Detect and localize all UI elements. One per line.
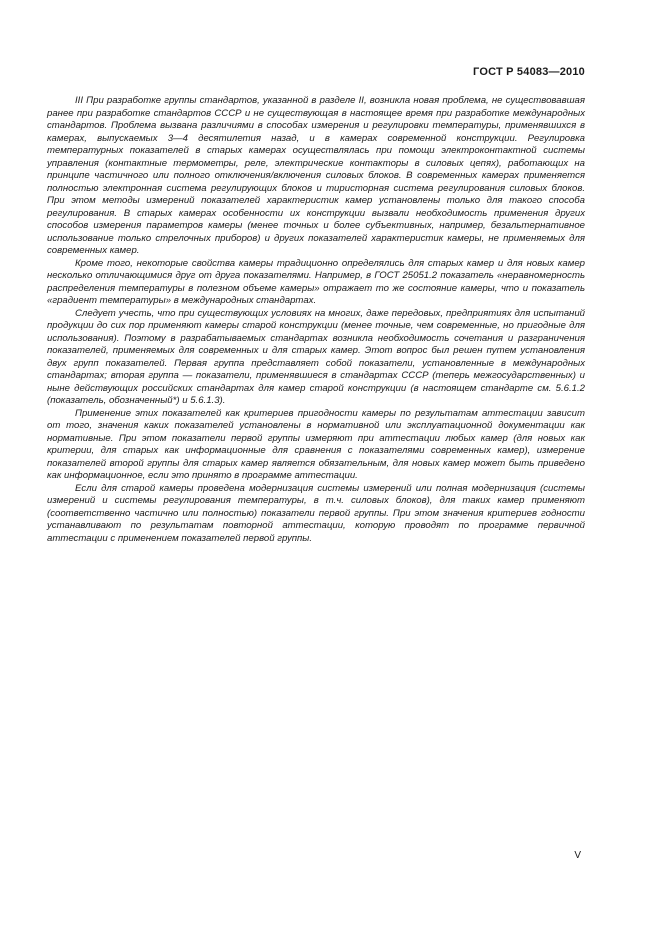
- paragraph-1: III При разработке группы стандартов, указанной в разделе II, возникла новая проблема, не существовавшая ранее при разработке стандартов СССР и не существующая в настоящее время при разработке международных стандартов. Проблема вызвана различиями в способах измерения и регулировки температуры, применявшихся в камерах, выпускаемых 3—4 десятилетия назад, и в камерах современной конструкции. Регулировка температурных показателей в старых камерах осуществлялась при помощи электроконтактной системы управления (контактные термометры, реле, электрические контакторы в силовых цепях), работающих на принципе частичного или полного отключения/включения силовых блоков. В современных камерах применяется полностью электронная система регулирующих блоков и тиристорная система регулирования силовых блоков. При этом методы измерений показателей характеристик камер установлены только для такого способа регулирования. В старых камерах особенности их конструкции вызвали необходимость применения других способов измерения параметров камеры (менее точных и более субъективных, например, безальтернативное использование только стрелочных приборов) и других показателей характеристик камеры, не применяемых для современных камер.: [47, 95, 585, 256]
- paragraph-2: Кроме того, некоторые свойства камеры традиционно определялись для старых камер и для новых камер несколько отличающимися друг от друга показателями. Например, в ГОСТ 25051.2 показатель «неравномерность распределения температуры в полезном объеме камеры» отражает то же состояние камеры, что и показатель «градиент температуры» в международных стандартах.: [47, 257, 585, 306]
- paragraph-4: Применение этих показателей как критериев пригодности камеры по результатам аттестации зависит от того, значения каких показателей установлены в нормативной или эксплуатационной документации как нормативные. При этом показатели первой группы измеряют при аттестации любых камер (для новых как критерии, для старых как информационные для сравнения с показателями современных камер), измерение показателей второй группы для старых камер является обязательным, для новых камер может быть приведено как информационное, если это принято в программе аттестации.: [47, 407, 585, 481]
- document-designation: ГОСТ Р 54083—2010: [473, 66, 585, 78]
- page-number: V: [574, 850, 581, 861]
- preface-body: [47, 95, 585, 545]
- paragraph-3: Следует учесть, что при существующих условиях на многих, даже передовых, предприятиях для испытаний продукции до сих пор применяют камеры старой конструкции (менее точные, чем современные, но пригодные для использования). Поэтому в разрабатываемых стандартах возникла необходимость сочетания и разграничения показателей, применяемых для современных и для старых камер. Этот вопрос был решен путем установления двух групп показателей. Первая группа представляет собой показатели, установленные в международных стандартах; вторая группа — показатели, применявшиеся в стандартах СССР (теперь межгосударственных) и ныне действующих российских стандартах для камер старой конструкции (в настоящем стандарте см. 5.6.1.2 (показатель, обозначенный*) и 5.6.1.3).: [47, 307, 585, 406]
- paragraph-5: Если для старой камеры проведена модернизация системы измерений или полная модернизация (системы измерений и системы регулирования температуры, в т.ч. силовых блоков), для таких камер применяют (соответственно частично или полностью) показатели первой группы. При этом значения критериев годности устанавливают по результатам повторной аттестации, которую проводят по программе первичной аттестации с применением показателей первой группы.: [47, 482, 585, 544]
